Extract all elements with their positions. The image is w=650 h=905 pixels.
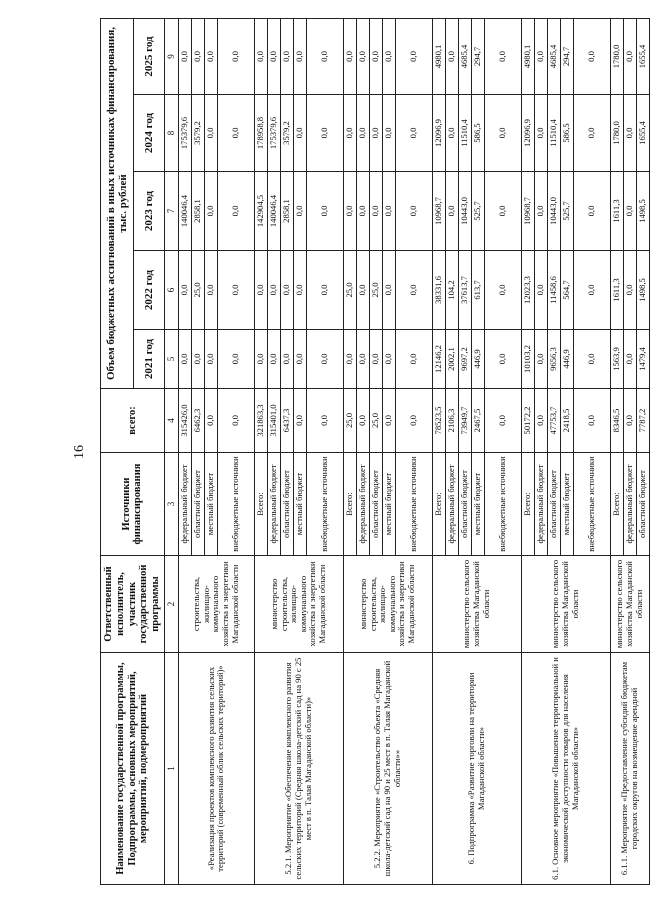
table-row [178,18,191,884]
value-cell: 2002,1 [445,330,458,389]
value-cell: 0,0 [204,251,217,330]
value-cell: 564,7 [560,251,573,330]
value-cell: 2858,1 [280,172,293,251]
value-cell: 3579,2 [191,95,204,172]
source-cell: областной бюджет [547,453,560,556]
executor-cell: министерство сельского хозяйства Магаданской области [610,556,649,653]
value-cell: 0,0 [306,251,343,330]
executor-cell: министерство сельского хозяйства Магаданской области [432,556,521,653]
value-cell: 0,0 [623,389,636,453]
value-cell: 10443,0 [458,172,471,251]
value-cell: 0,0 [395,389,432,453]
value-cell: 0,0 [534,330,547,389]
value-cell: 0,0 [534,18,547,94]
header-total: всего: [101,389,165,453]
value-cell: 0,0 [204,18,217,94]
col-number: 5 [164,330,178,389]
value-cell: 25,0 [343,389,356,453]
value-cell: 1498,5 [636,251,649,330]
source-cell: областной бюджет [280,453,293,556]
value-cell: 4980,1 [521,18,534,94]
table-row [610,18,623,884]
value-cell: 7787,2 [636,389,649,453]
value-cell: 0,0 [573,251,610,330]
value-cell: 294,7 [471,18,484,94]
value-cell: 0,0 [204,330,217,389]
value-cell: 0,0 [573,330,610,389]
value-cell: 3579,2 [280,95,293,172]
value-cell: 0,0 [573,95,610,172]
value-cell: 0,0 [623,95,636,172]
value-cell: 2106,3 [445,389,458,453]
value-cell: 0,0 [293,18,306,94]
value-cell: 0,0 [623,330,636,389]
source-cell: внебюджетные источники [573,453,610,556]
value-cell: 1563,9 [610,330,623,389]
value-cell: 0,0 [267,251,280,330]
value-cell: 10443,0 [547,172,560,251]
value-cell: 0,0 [293,95,306,172]
source-cell: внебюджетные источники [306,453,343,556]
value-cell: 9697,2 [458,330,471,389]
value-cell: 1780,0 [610,18,623,94]
value-cell: 0,0 [204,172,217,251]
program-name-cell: 5.2.1. Мероприятие «Обеспечение комплексного развития сельских территорий (Средняя школа-детский сад на 90 с 25 мест в п. Талая Магаданской области)» [254,653,343,885]
value-cell: 2418,5 [560,389,573,453]
value-cell: 0,0 [623,18,636,94]
value-cell: 1498,5 [636,172,649,251]
value-cell: 0,0 [484,389,521,453]
value-cell: 0,0 [534,251,547,330]
value-cell: 178958,8 [254,95,267,172]
value-cell: 446,9 [560,330,573,389]
source-cell: Всего: [343,453,356,556]
source-cell: областной бюджет [369,453,382,556]
value-cell: 525,7 [560,172,573,251]
value-cell: 0,0 [623,251,636,330]
value-cell: 12146,2 [432,330,445,389]
value-cell: 0,0 [204,95,217,172]
source-cell: федеральный бюджет [623,453,636,556]
value-cell: 8346,5 [610,389,623,453]
value-cell: 0,0 [306,18,343,94]
value-cell: 0,0 [267,18,280,94]
value-cell: 1611,3 [610,172,623,251]
source-cell: Всего: [254,453,267,556]
value-cell: 12096,9 [432,95,445,172]
value-cell: 140046,4 [267,172,280,251]
value-cell: 1655,4 [636,95,649,172]
header-executor: Ответственный исполнитель, участник государственной программы [101,556,165,653]
value-cell: 0,0 [178,18,191,94]
source-cell: местный бюджет [471,453,484,556]
source-cell: Всего: [610,453,623,556]
col-number: 2 [164,556,178,653]
value-cell: 0,0 [217,251,254,330]
value-cell: 0,0 [254,251,267,330]
source-cell: федеральный бюджет [267,453,280,556]
value-cell: 315401,0 [267,389,280,453]
value-cell: 37613,7 [458,251,471,330]
source-cell: Всего: [521,453,534,556]
value-cell: 25,0 [369,251,382,330]
value-cell: 0,0 [623,172,636,251]
source-cell: местный бюджет [204,453,217,556]
program-name-cell: 6.1. Основное мероприятие «Повышение территориальной и экономической доступности товаров для населения Магаданской области» [521,653,610,885]
value-cell: 586,5 [560,95,573,172]
value-cell: 47753,7 [547,389,560,453]
value-cell: 0,0 [280,330,293,389]
value-cell: 10103,2 [521,330,534,389]
value-cell: 73949,7 [458,389,471,453]
value-cell: 0,0 [191,18,204,94]
value-cell: 1479,4 [636,330,649,389]
value-cell: 0,0 [343,330,356,389]
value-cell: 10968,7 [432,172,445,251]
value-cell: 1611,3 [610,251,623,330]
source-cell: федеральный бюджет [178,453,191,556]
value-cell: 0,0 [254,330,267,389]
value-cell: 104,2 [445,251,458,330]
value-cell: 0,0 [534,172,547,251]
header-year: 2022 год [133,251,164,330]
source-cell: областной бюджет [636,453,649,556]
value-cell: 0,0 [382,389,395,453]
value-cell: 0,0 [445,95,458,172]
value-cell: 0,0 [395,172,432,251]
value-cell: 0,0 [293,330,306,389]
executor-cell: министерство строительства, жилищно-коммунального хозяйства и энергетики Магаданской области [254,556,343,653]
header-year: 2024 год [133,95,164,172]
value-cell: 525,7 [471,172,484,251]
value-cell: 78523,5 [432,389,445,453]
value-cell: 0,0 [445,18,458,94]
value-cell: 0,0 [343,95,356,172]
value-cell: 0,0 [306,95,343,172]
value-cell: 0,0 [484,251,521,330]
value-cell: 0,0 [178,330,191,389]
value-cell: 0,0 [395,18,432,94]
value-cell: 0,0 [217,18,254,94]
program-name-cell: «Реализация проектов комплексного развития сельских территорий (современный облик сельских территорий)» [178,653,254,885]
value-cell: 4980,1 [432,18,445,94]
value-cell: 294,7 [560,18,573,94]
value-cell: 0,0 [356,389,369,453]
source-cell: Всего: [432,453,445,556]
source-cell: областной бюджет [191,453,204,556]
source-cell: федеральный бюджет [356,453,369,556]
value-cell: 0,0 [306,330,343,389]
value-cell: 0,0 [217,95,254,172]
value-cell: 12096,9 [521,95,534,172]
value-cell: 0,0 [395,95,432,172]
value-cell: 0,0 [356,18,369,94]
source-cell: внебюджетные источники [395,453,432,556]
value-cell: 0,0 [217,172,254,251]
value-cell: 0,0 [573,172,610,251]
header-year: 2023 год [133,172,164,251]
value-cell: 0,0 [369,172,382,251]
table-row [432,18,445,884]
value-cell: 0,0 [356,95,369,172]
value-cell: 175379,6 [178,95,191,172]
value-cell: 11510,4 [547,95,560,172]
value-cell: 0,0 [534,389,547,453]
value-cell: 0,0 [191,330,204,389]
col-number: 6 [164,251,178,330]
table-row [254,18,267,884]
source-cell: внебюджетные источники [484,453,521,556]
source-cell: федеральный бюджет [445,453,458,556]
table-row [343,18,356,884]
value-cell: 0,0 [343,18,356,94]
header-year: 2021 год [133,330,164,389]
value-cell: 0,0 [293,251,306,330]
header-source: Источники финансирования [101,453,165,556]
value-cell: 50172,2 [521,389,534,453]
col-number: 8 [164,95,178,172]
program-name-cell: 6.1.1. Мероприятие «Предоставление субсидий бюджетам городских округов на возмещение арендной [610,653,649,885]
header-year: 2025 год [133,18,164,94]
value-cell: 10968,7 [521,172,534,251]
value-cell: 2467,5 [471,389,484,453]
value-cell: 446,9 [471,330,484,389]
value-cell: 0,0 [382,172,395,251]
value-cell: 586,5 [471,95,484,172]
source-cell: федеральный бюджет [534,453,547,556]
col-number: 7 [164,172,178,251]
value-cell: 0,0 [178,251,191,330]
source-cell: местный бюджет [560,453,573,556]
value-cell: 0,0 [267,330,280,389]
table-row [521,18,534,884]
value-cell: 0,0 [395,251,432,330]
value-cell: 1655,4 [636,18,649,94]
source-cell: областной бюджет [458,453,471,556]
value-cell: 321863,3 [254,389,267,453]
col-number: 4 [164,389,178,453]
value-cell: 613,7 [471,251,484,330]
value-cell: 0,0 [534,95,547,172]
header-group: Объем бюджетных ассигнований в иных источниках финансирования, тыс. рублей [101,18,134,388]
value-cell: 0,0 [369,18,382,94]
value-cell: 0,0 [382,95,395,172]
col-number: 9 [164,18,178,94]
value-cell: 25,0 [191,251,204,330]
program-name-cell: 5.2.2. Мероприятие «Строительство объекта «Средняя школа-детский сад на 90 и 25 мест в п. Талая Магаданской области»» [343,653,432,885]
value-cell: 0,0 [306,172,343,251]
source-cell: местный бюджет [293,453,306,556]
value-cell: 0,0 [369,330,382,389]
value-cell: 9656,3 [547,330,560,389]
value-cell: 0,0 [445,172,458,251]
value-cell: 0,0 [484,172,521,251]
page-number: 16 [72,445,87,459]
source-cell: внебюджетные источники [217,453,254,556]
value-cell: 0,0 [356,251,369,330]
value-cell: 0,0 [369,95,382,172]
value-cell: 1780,0 [610,95,623,172]
value-cell: 0,0 [573,18,610,94]
value-cell: 0,0 [395,330,432,389]
value-cell: 0,0 [280,18,293,94]
value-cell: 0,0 [204,389,217,453]
value-cell: 0,0 [382,18,395,94]
value-cell: 25,0 [369,389,382,453]
value-cell: 6437,3 [280,389,293,453]
source-cell: местный бюджет [382,453,395,556]
value-cell: 0,0 [484,95,521,172]
value-cell: 315426,0 [178,389,191,453]
col-number: 3 [164,453,178,556]
value-cell: 0,0 [254,18,267,94]
value-cell: 0,0 [306,389,343,453]
value-cell: 0,0 [356,172,369,251]
value-cell: 0,0 [293,172,306,251]
value-cell: 0,0 [382,330,395,389]
value-cell: 0,0 [293,389,306,453]
value-cell: 11510,4 [458,95,471,172]
value-cell: 4685,4 [547,18,560,94]
value-cell: 2858,1 [191,172,204,251]
value-cell: 6462,3 [191,389,204,453]
col-number: 1 [164,653,178,885]
value-cell: 0,0 [484,330,521,389]
value-cell: 4685,4 [458,18,471,94]
value-cell: 38331,6 [432,251,445,330]
executor-cell: строительства, жилищно-коммунального хозяйства и энергетики Магаданской области [178,556,254,653]
value-cell: 12023,3 [521,251,534,330]
value-cell: 140046,4 [178,172,191,251]
value-cell: 0,0 [382,251,395,330]
value-cell: 0,0 [356,330,369,389]
program-name-cell: 6. Подпрограмма «Развитие торговли на территории Магаданской области» [432,653,521,885]
value-cell: 0,0 [484,18,521,94]
value-cell: 0,0 [573,389,610,453]
header-name: Наименование государственной программы, Подпрограммы, основных мероприятий, мероприятий, подмероприятий [101,653,165,885]
value-cell: 175379,6 [267,95,280,172]
rotated-table-container [100,19,647,885]
budget-table [100,18,650,885]
executor-cell: министерство строительства, жилищно-коммунального хозяйства и энергетики Магаданской области [343,556,432,653]
table-body [178,18,649,884]
value-cell: 0,0 [217,389,254,453]
value-cell: 0,0 [217,330,254,389]
value-cell: 25,0 [343,251,356,330]
value-cell: 142904,5 [254,172,267,251]
value-cell: 0,0 [280,251,293,330]
value-cell: 0,0 [343,172,356,251]
executor-cell: министерство сельского хозяйства Магаданской области [521,556,610,653]
value-cell: 11458,6 [547,251,560,330]
